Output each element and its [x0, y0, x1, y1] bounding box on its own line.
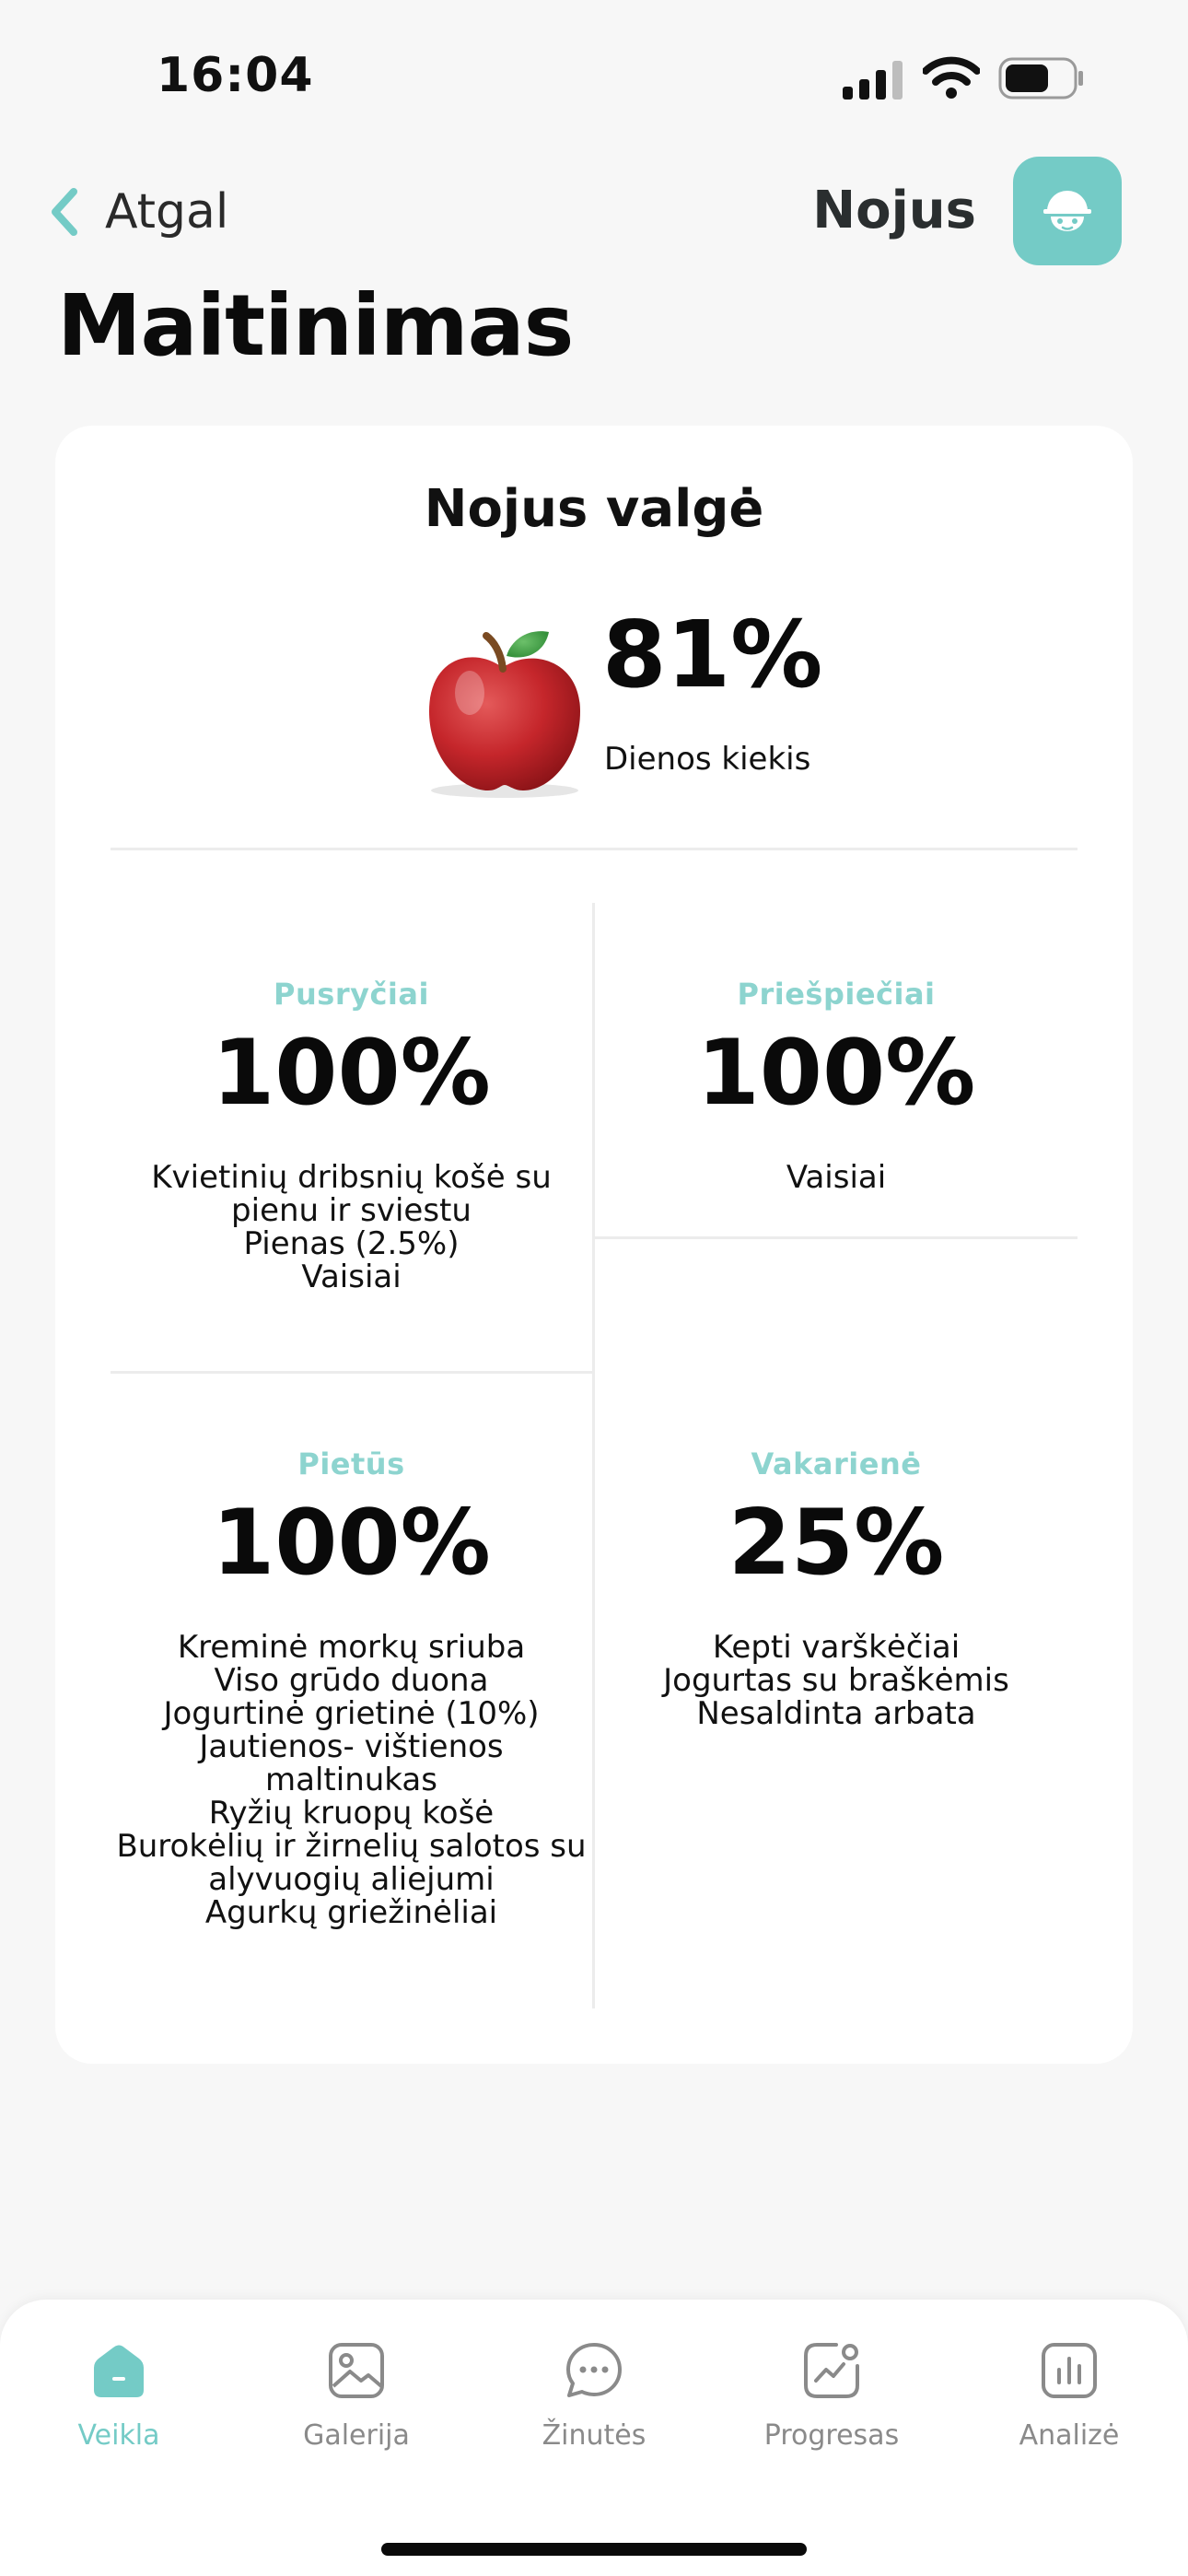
meal-item: Nesaldinta arbata — [696, 1694, 976, 1732]
meal-name: Priešpiečiai — [737, 977, 936, 1012]
back-chevron-icon — [48, 186, 81, 238]
meal-items — [111, 1628, 592, 1931]
divider — [111, 1371, 592, 1374]
back-label: Atgal — [105, 184, 229, 240]
meal-item: Jogurtinė grietinė (10%) — [163, 1694, 540, 1732]
tab-label: Galerija — [303, 2419, 410, 2452]
tab-label: Analizė — [1019, 2419, 1120, 2452]
tab-analize[interactable] — [968, 2340, 1171, 2452]
tab-galerija[interactable] — [255, 2340, 458, 2452]
status-bar — [0, 0, 1188, 147]
meal-snack — [595, 977, 1077, 1194]
wifi-icon — [923, 55, 980, 100]
analytics-icon — [1039, 2340, 1100, 2401]
divider — [595, 1236, 1077, 1239]
meal-item: maltinukas — [265, 1761, 437, 1798]
meal-dinner — [595, 1446, 1077, 1730]
summary-percent: 81% — [602, 601, 823, 708]
meal-percent: 100% — [696, 1021, 976, 1126]
meal-percent: 100% — [212, 1021, 491, 1126]
chat-icon — [564, 2340, 624, 2401]
meal-item: Kepti varškėčiai — [712, 1628, 961, 1666]
meal-name: Pietūs — [297, 1446, 405, 1481]
meal-item: Kvietinių dribsnių košė su — [151, 1158, 552, 1196]
meal-item: Burokėlių ir žirnelių salotos su — [116, 1827, 587, 1865]
meal-name: Pusryčiai — [274, 977, 429, 1012]
gallery-icon — [326, 2340, 387, 2401]
meal-items — [111, 1158, 592, 1295]
tab-label: Žinutės — [542, 2419, 646, 2452]
meal-item: Pienas (2.5%) — [243, 1224, 460, 1262]
signal-icon — [843, 61, 903, 100]
tab-bar — [0, 2300, 1188, 2576]
meal-percent: 25% — [728, 1491, 945, 1596]
meal-item: Vaisiai — [301, 1258, 402, 1295]
meal-items — [595, 1158, 1077, 1196]
meal-item: alyvuogių aliejumi — [208, 1860, 495, 1898]
meal-item: Jautienos- vištienos — [199, 1727, 504, 1765]
divider — [111, 848, 1077, 850]
meal-lunch — [111, 1446, 592, 1929]
meal-item: Agurkų griežinėliai — [204, 1893, 498, 1931]
back-button[interactable] — [48, 175, 228, 249]
tab-label: Veikla — [77, 2419, 160, 2452]
meal-item: Ryžių kruopų košė — [208, 1794, 495, 1832]
apple-icon — [396, 610, 608, 822]
meal-item: Vaisiai — [786, 1158, 887, 1196]
home-icon — [88, 2340, 149, 2401]
meal-percent: 100% — [212, 1491, 491, 1596]
nutrition-card — [55, 426, 1133, 2064]
meal-breakfast — [111, 977, 592, 1294]
meal-item: Jogurtas su braškėmis — [663, 1661, 1009, 1699]
nav-bar — [0, 147, 1188, 276]
tab-progresas[interactable] — [730, 2340, 933, 2452]
meal-item: pienu ir sviestu — [231, 1191, 472, 1229]
home-indicator — [381, 2543, 807, 2556]
summary-title: Nojus valgė — [424, 479, 764, 539]
tab-veikla[interactable] — [17, 2340, 220, 2452]
progress-icon — [801, 2340, 862, 2401]
avatar[interactable] — [1013, 157, 1122, 265]
status-time: 16:04 — [157, 48, 314, 103]
child-face-icon — [1040, 189, 1095, 233]
meal-item: Viso grūdo duona — [214, 1661, 489, 1699]
summary-label: Dienos kiekis — [604, 741, 811, 778]
page-title: Maitinimas — [57, 276, 574, 375]
meal-items — [595, 1628, 1077, 1732]
child-name: Nojus — [812, 181, 976, 240]
battery-icon — [998, 57, 1085, 100]
tab-label: Progresas — [763, 2419, 900, 2452]
meal-item: Kreminė morkų sriuba — [177, 1628, 526, 1666]
tab-zinutes[interactable] — [493, 2340, 695, 2452]
meal-name: Vakarienė — [751, 1446, 922, 1481]
